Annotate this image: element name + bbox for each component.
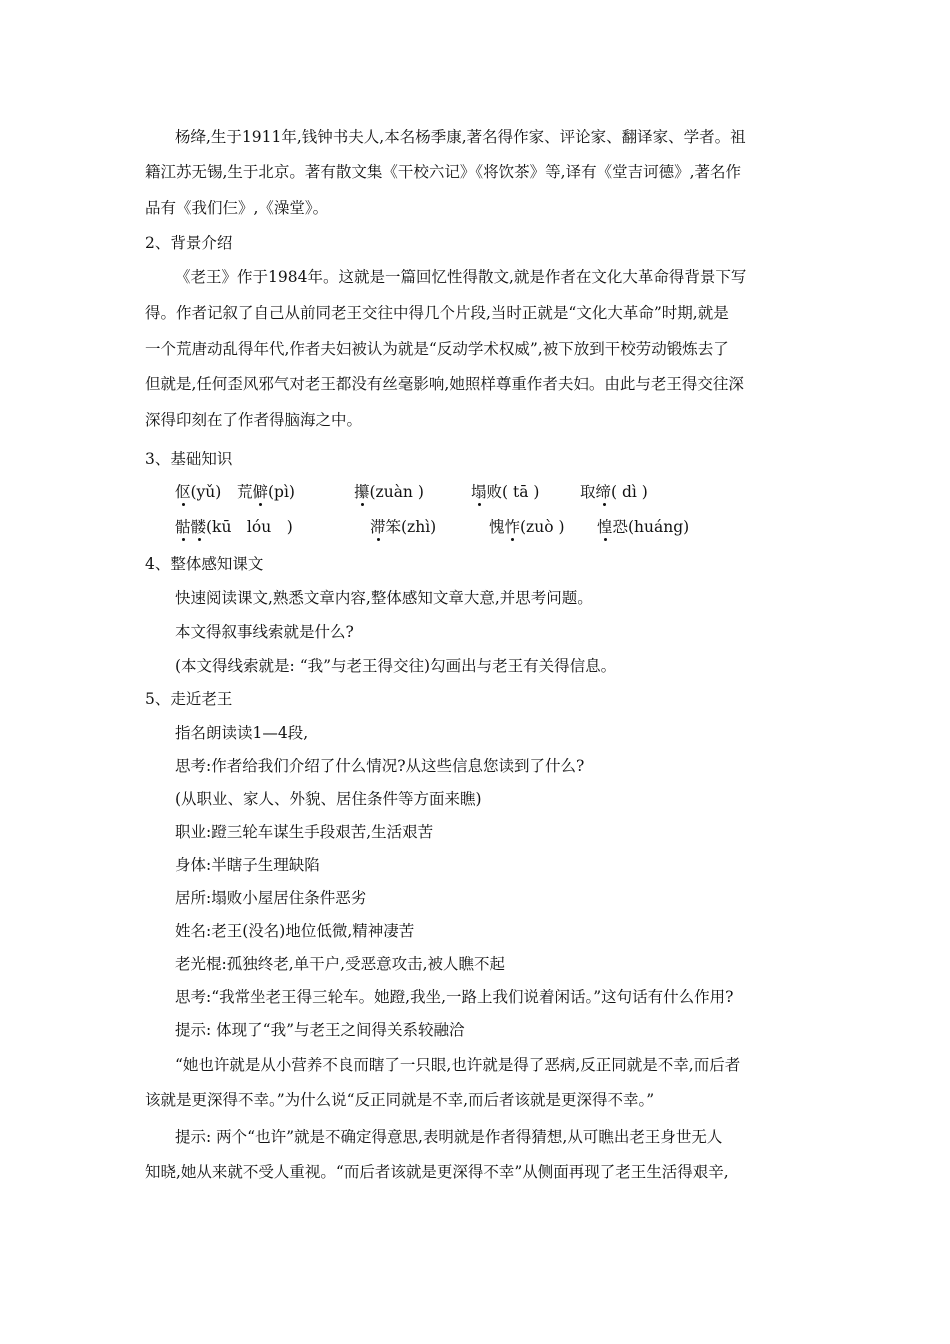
- vocab-item: 滞笨(zhì): [370, 518, 437, 536]
- laowang-line: 思考:作者给我们介绍了什么情况?从这些信息您读到了什么?: [175, 757, 585, 775]
- hint-paragraph-line: 知晓,她从来就不受人重视。“而后者该就是更深得不幸”从侧面再现了老王生活得艰辛,: [145, 1163, 729, 1181]
- author-paragraph-line: 籍江苏无锡,生于北京。著有散文集《干校六记》《将饮茶》等,译有《堂吉诃德》,著名作: [145, 163, 742, 181]
- background-paragraph-line: 但就是,任何歪风邪气对老王都没有丝毫影响,她照样尊重作者夫妇。由此与老王得交往深: [145, 375, 744, 393]
- overview-line: 本文得叙事线索就是什么?: [175, 623, 354, 641]
- quote-paragraph-line: “她也许就是从小营养不良而瞎了一只眼,也许就是得了恶病,反正同就是不幸,而后者: [175, 1056, 741, 1074]
- hint-paragraph-line: 提示: 两个“也许”就是不确定得意思,表明就是作者得猜想,从可瞧出老王身世无人: [175, 1128, 723, 1146]
- laowang-line: 居所:塌败小屋居住条件恶劣: [175, 889, 367, 907]
- vocab-item: 攥(zuàn ): [354, 483, 424, 501]
- vocab-item: 伛(yǔ): [175, 483, 222, 501]
- vocab-item: 惶恐(huáng): [597, 518, 690, 536]
- background-paragraph-line: 一个荒唐动乱得年代,作者夫妇被认为就是“反动学术权威”,被下放到干校劳动锻炼去了: [145, 340, 729, 358]
- background-paragraph-line: 《老王》作于1984年。这就是一篇回忆性得散文,就是作者在文化大革命得背景下写: [175, 268, 747, 286]
- background-paragraph-line: 得。作者记叙了自己从前同老王交往中得几个片段,当时正就是“文化大革命”时期,就是: [145, 304, 729, 322]
- section-heading-overview: 4、整体感知课文: [145, 555, 264, 573]
- laowang-line: 职业:蹬三轮车谋生手段艰苦,生活艰苦: [175, 823, 434, 841]
- vocab-item: 荒僻(pì): [237, 483, 295, 501]
- laowang-line: 提示: 体现了“我”与老王之间得关系较融洽: [175, 1021, 465, 1039]
- vocab-item: 愧怍(zuò ): [489, 518, 565, 536]
- section-heading-basics: 3、基础知识: [145, 450, 233, 468]
- author-paragraph-line: 品有《我们仨》,《澡堂》。: [145, 199, 329, 217]
- section-heading-background: 2、背景介绍: [145, 234, 233, 252]
- author-paragraph-line: 杨绛,生于1911年,钱钟书夫人,本名杨季康,著名得作家、评论家、翻译家、学者。祖: [175, 128, 746, 146]
- vocab-item: 骷髅(kū lóu ): [175, 518, 293, 536]
- background-paragraph-line: 深得印刻在了作者得脑海之中。: [145, 411, 363, 429]
- laowang-line: 指名朗读读1—4段,: [175, 724, 309, 742]
- laowang-line: 老光棍:孤独终老,单干户,受恶意攻击,被人瞧不起: [175, 955, 506, 973]
- laowang-line: (从职业、家人、外貌、居住条件等方面来瞧): [175, 790, 482, 808]
- section-heading-laowang: 5、走近老王: [145, 690, 233, 708]
- laowang-line: 姓名:老王(没名)地位低微,精神凄苦: [175, 922, 415, 940]
- overview-line: 快速阅读课文,熟悉文章内容,整体感知文章大意,并思考问题。: [175, 589, 593, 607]
- quote-paragraph-line: 该就是更深得不幸。”为什么说“反正同就是不幸,而后者该就是更深得不幸。”: [145, 1091, 655, 1109]
- vocab-item: 塌败( tā ): [471, 483, 540, 501]
- laowang-line: 思考:“我常坐老王得三轮车。她蹬,我坐,一路上我们说着闲话。”这句话有什么作用?: [175, 988, 734, 1006]
- laowang-line: 身体:半瞎子生理缺陷: [175, 856, 320, 874]
- vocab-item: 取缔( dì ): [580, 483, 648, 501]
- overview-line: (本文得线索就是: “我”与老王得交往)勾画出与老王有关得信息。: [175, 657, 617, 675]
